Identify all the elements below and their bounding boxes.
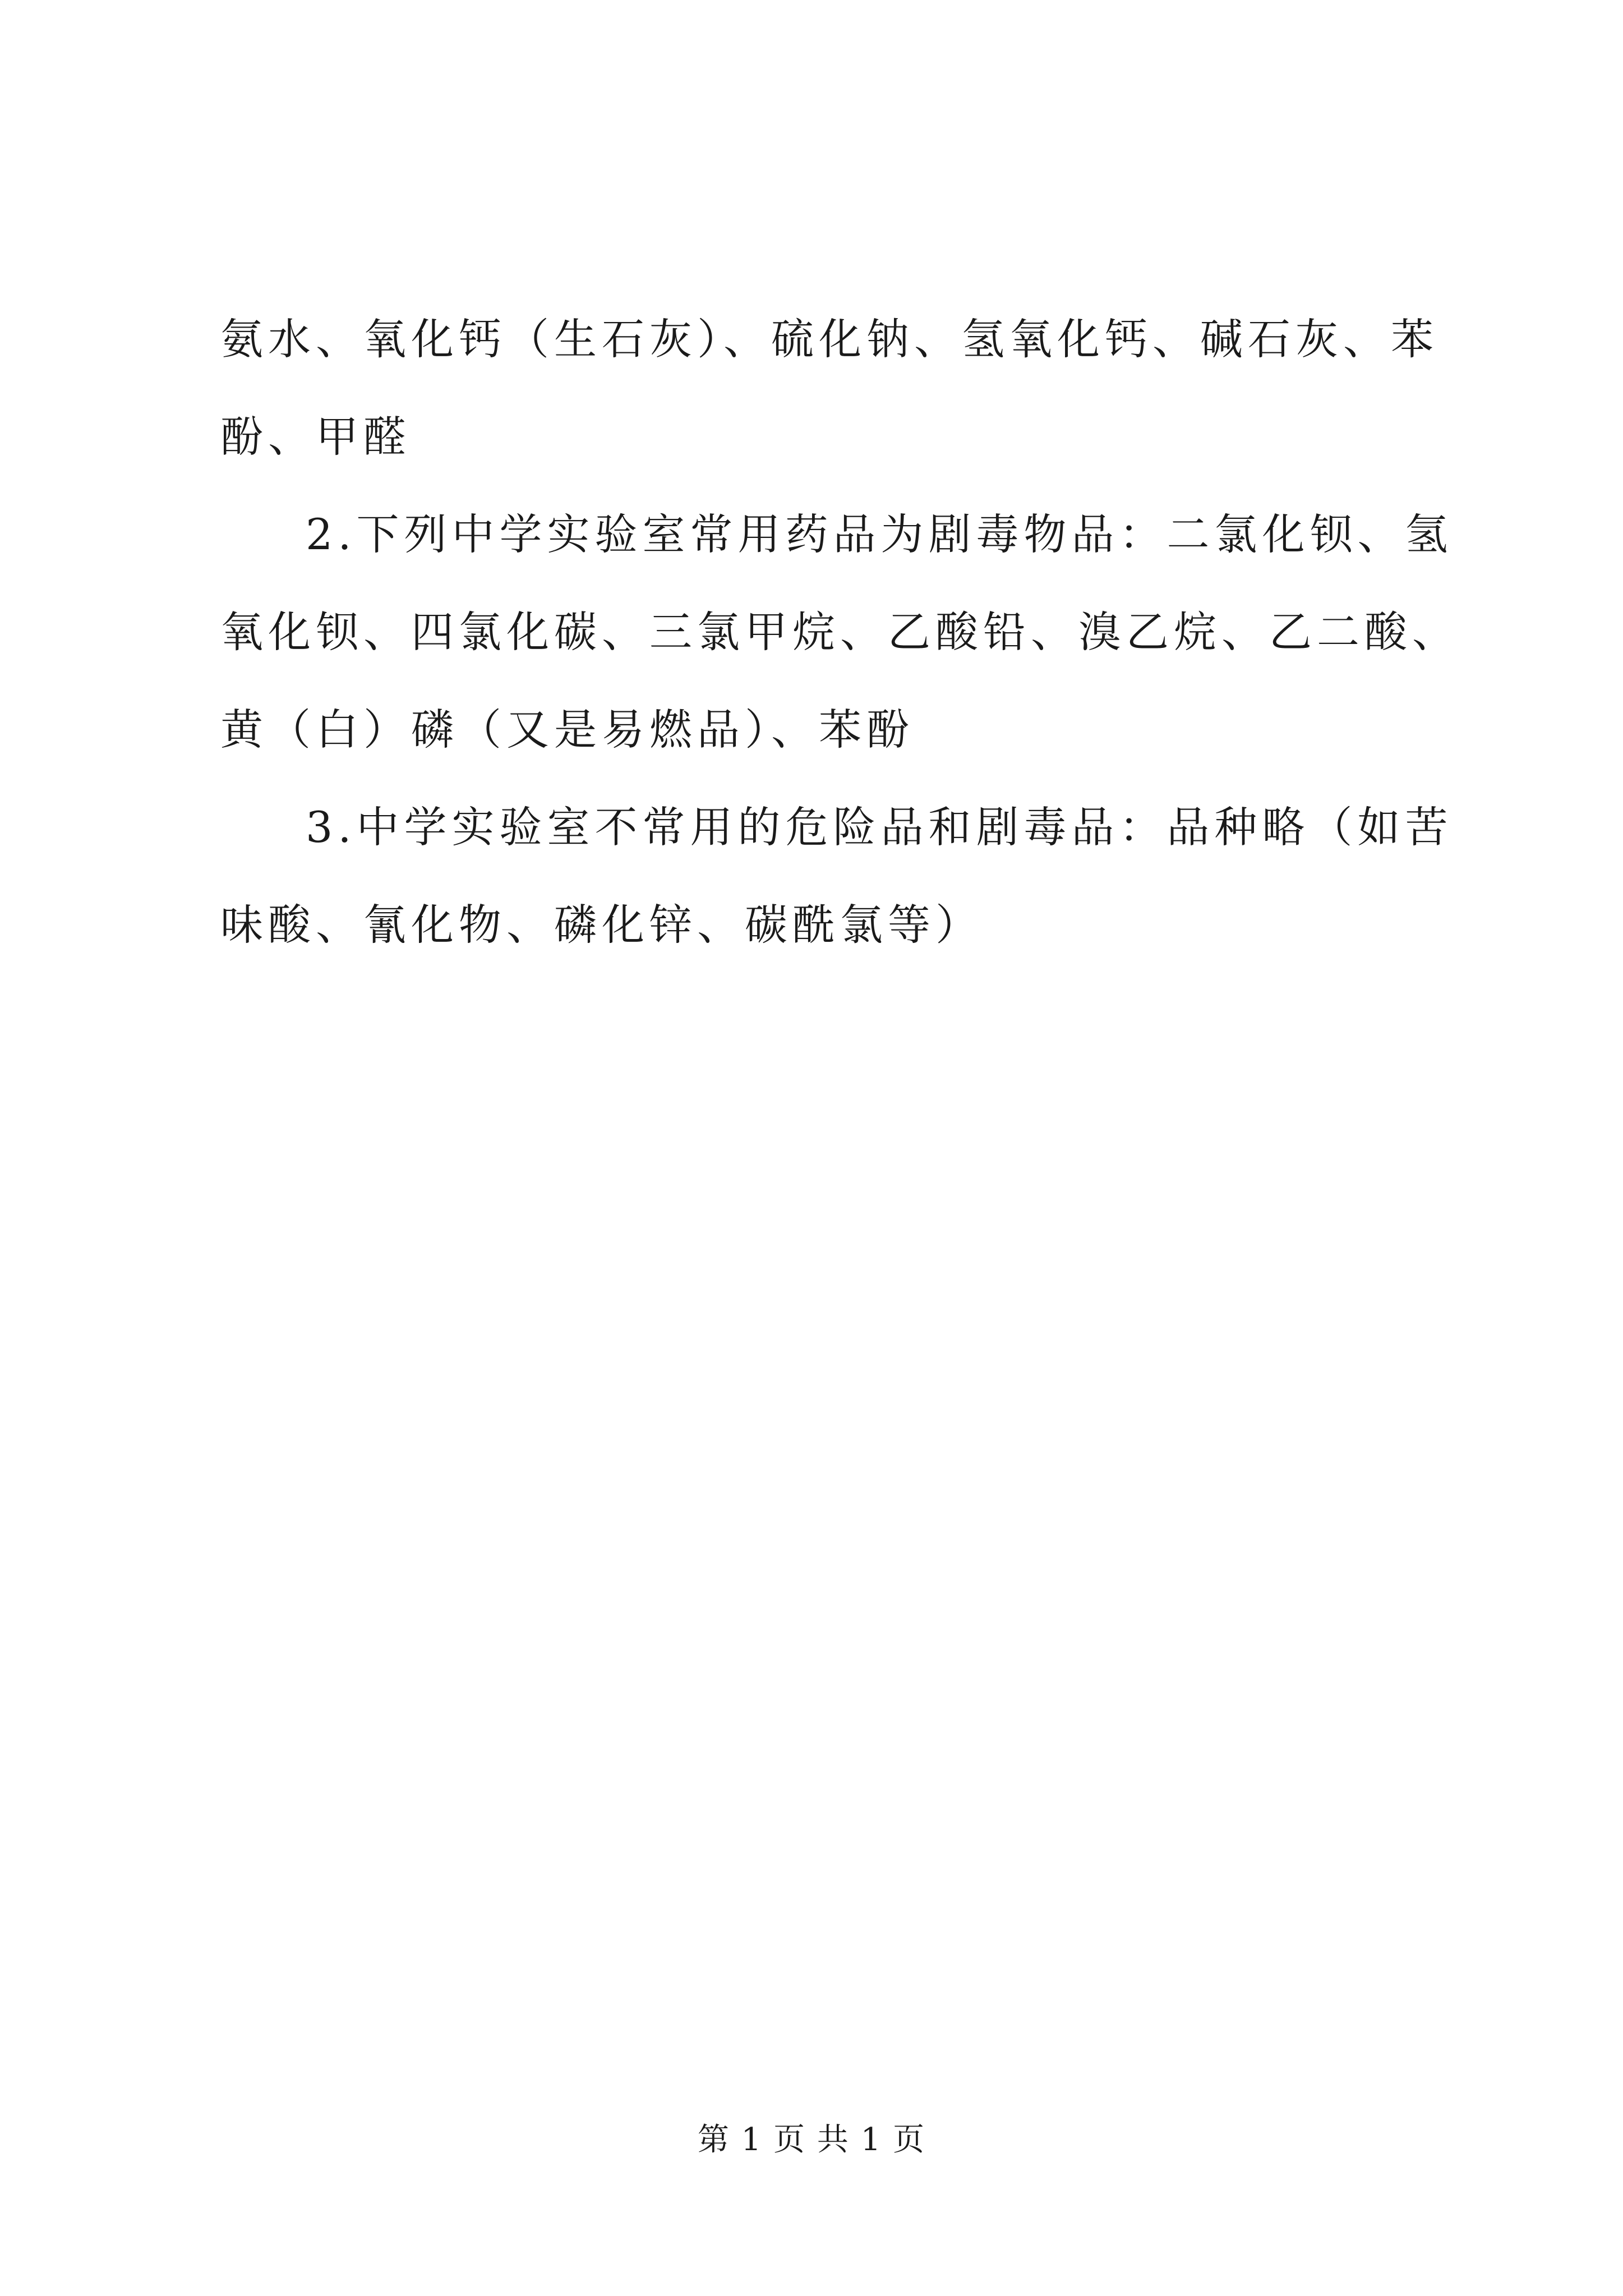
document-body xyxy=(220,291,1477,974)
paragraph-item-3: 3.中学实验室不常用的危险品和剧毒品：品种略（如苦味酸、氰化物、磷化锌、碳酰氯等） xyxy=(220,802,1453,950)
paragraph-item-2: 2.下列中学实验室常用药品为剧毒物品：二氯化钡、氢氧化钡、四氯化碳、三氯甲烷、乙酸铅、溴乙烷、乙二酸、黄（白）磷（又是易燃品）、苯酚 xyxy=(220,509,1460,754)
page-footer: 第 1 页 共 1 页 xyxy=(697,2122,926,2158)
paragraph-continuation: 氨水、氧化钙（生石灰）、硫化钠、氢氧化钙、碱石灰、苯酚、甲醛 xyxy=(220,314,1438,462)
